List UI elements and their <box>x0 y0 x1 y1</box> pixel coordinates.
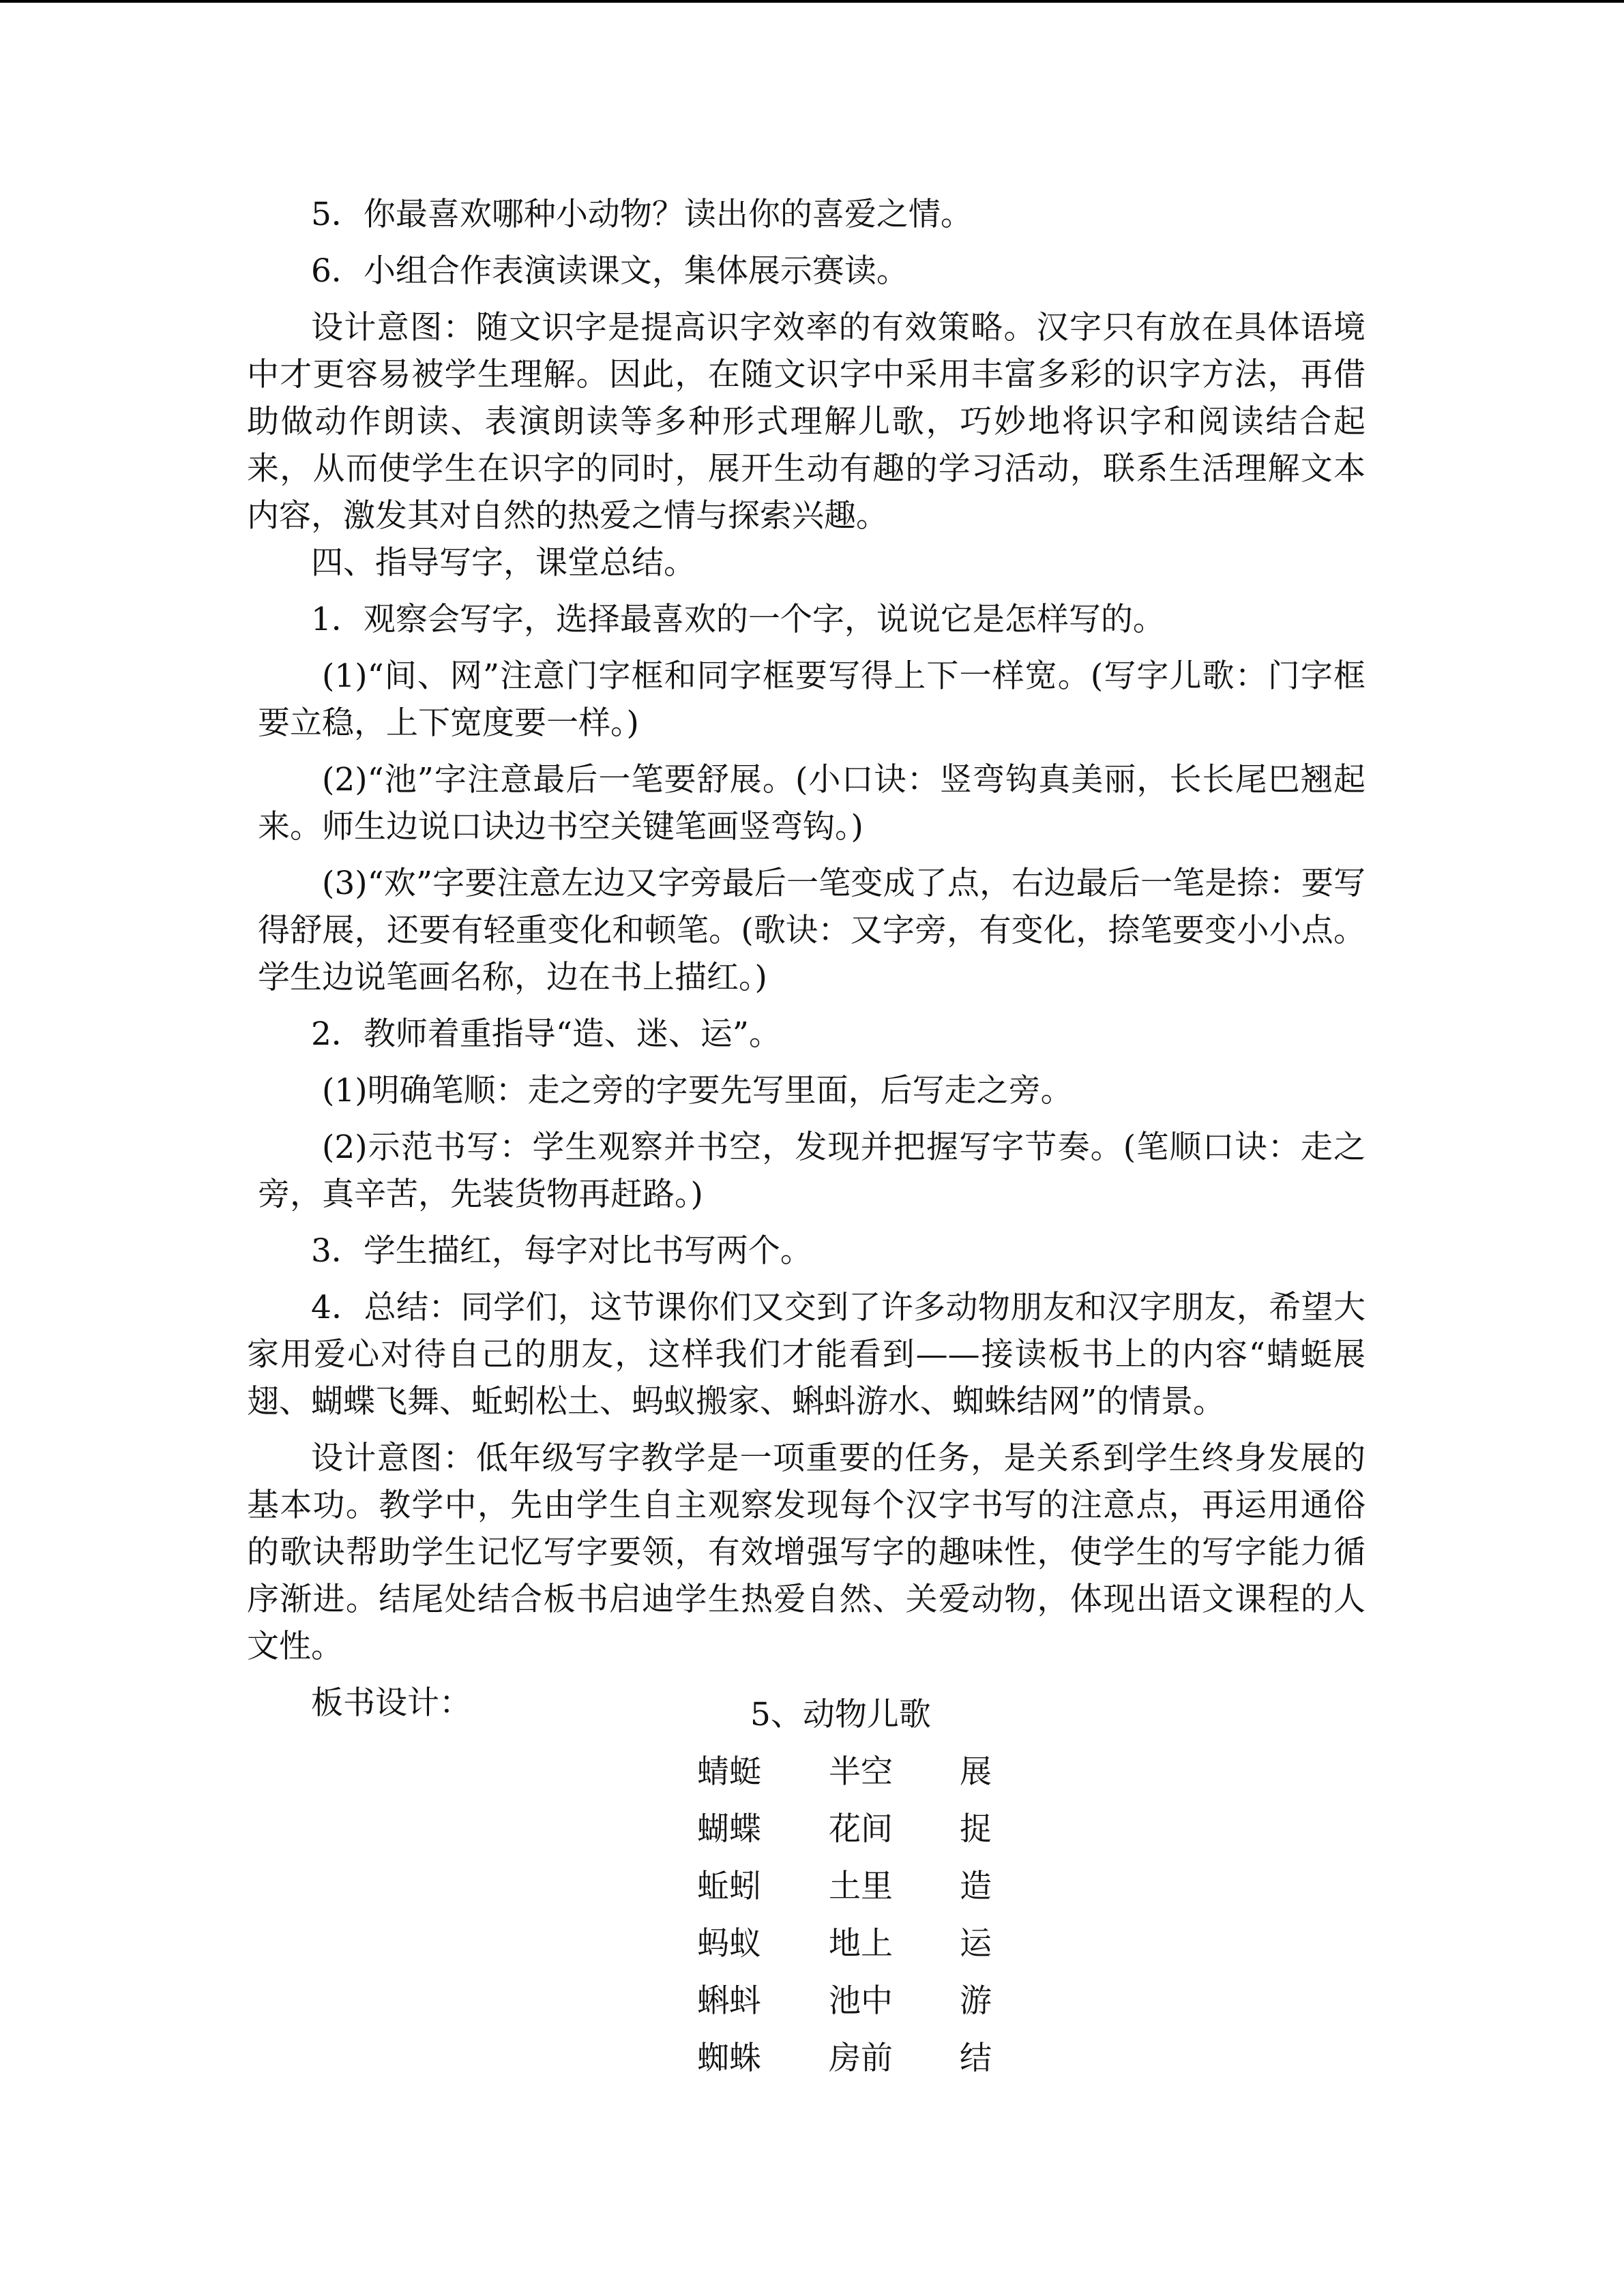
board-animal: 蝌蚪 <box>697 1982 761 2020</box>
board-action: 展 <box>960 1753 992 1791</box>
writing-step-3: 3．学生描红，每字对比书写两个。 <box>311 1232 812 1270</box>
writing-step-4-summary: 4．总结：同学们，这节课你们又交到了许多动物朋友和汉字朋友，希望大家用爱心对待自己的朋友，这样我们才能看到——接读板书上的内容“蜻蜓展翅、蝴蝶飞舞、蚯蚓松土、蚂蚁搬家、蝌蚪游水、蜘蛛结网”的情景。 <box>247 1289 1365 1420</box>
writing-substep-2-2: (2)示范书写：学生观察并书空，发现并把握写字节奏。(笔顺口诀：走之旁，真辛苦，先装货物再赶路。) <box>258 1129 1365 1213</box>
board-row <box>0 1863 1624 1910</box>
board-place: 池中 <box>829 1982 893 2020</box>
board-place: 土里 <box>829 1868 893 1905</box>
board-animal: 蜻蜓 <box>697 1753 761 1791</box>
step-6-text: 6．小组合作表演读课文，集体展示赛读。 <box>311 252 909 290</box>
page-top-border <box>0 0 1624 3</box>
writing-substep-2-1: (1)明确笔顺：走之旁的字要先写里面，后写走之旁。 <box>322 1072 1073 1109</box>
board-action: 结 <box>960 2040 992 2077</box>
board-action: 造 <box>960 1868 992 1905</box>
board-animal: 蚯蚓 <box>697 1868 761 1905</box>
board-row <box>0 2035 1624 2082</box>
board-action: 捉 <box>960 1810 992 1848</box>
board-row <box>0 1806 1624 1853</box>
board-animal: 蝴蝶 <box>697 1810 761 1848</box>
lesson-body <box>247 191 1365 1727</box>
board-action: 运 <box>960 1925 992 1963</box>
writing-substep-1-1: (1)“间、网”注意门字框和同字框要写得上下一样宽。(写字儿歌：门字框要立稳，上下宽度要一样。) <box>258 657 1365 742</box>
writing-step-1: 1．观察会写字，选择最喜欢的一个字，说说它是怎样写的。 <box>311 601 1165 638</box>
board-place: 半空 <box>829 1753 893 1791</box>
board-row <box>0 1978 1624 2025</box>
step-5-text: 5．你最喜欢哪种小动物？读出你的喜爱之情。 <box>311 196 973 233</box>
section-four-heading: 四、指导写字，课堂总结。 <box>311 544 696 582</box>
design-intent-paragraph-1: 设计意图：随文识字是提高识字效率的有效策略。汉字只有放在具体语境中才更容易被学生理解。因此，在随文识字中采用丰富多彩的识字方法，再借助做动作朗读、表演朗读等多种形式理解儿歌，巧妙地将识字和阅读结合起来，从而使学生在识字的同时，展开生动有趣的学习活动，联系生活理解文本内容，激发其对自然的热爱之情与探索兴趣。 <box>247 309 1365 535</box>
board-animal: 蚂蚁 <box>697 1925 761 1963</box>
board-animal: 蜘蛛 <box>697 2040 761 2077</box>
board-row <box>0 1748 1624 1795</box>
writing-substep-1-3: (3)“欢”字要注意左边又字旁最后一笔变成了点，右边最后一笔是捺：要写得舒展，还要有轻重变化和顿笔。(歌诀：又字旁，有变化，捺笔要变小小点。学生边说笔画名称，边在书上描红。) <box>258 865 1365 996</box>
board-action: 游 <box>960 1982 992 2020</box>
board-place: 房前 <box>829 2040 893 2077</box>
board-place: 地上 <box>829 1925 893 1963</box>
board-place: 花间 <box>829 1810 893 1848</box>
board-title: 5、动物儿歌 <box>750 1696 931 1733</box>
board-row <box>0 1920 1624 1967</box>
board-design-label: 板书设计： <box>311 1684 471 1722</box>
writing-step-2: 2．教师着重指导“造、迷、运”。 <box>311 1015 781 1053</box>
writing-substep-1-2: (2)“池”字注意最后一笔要舒展。(小口诀：竖弯钩真美丽，长长尾巴翘起来。师生边说口诀边书空关键笔画竖弯钩。) <box>258 761 1365 846</box>
design-intent-paragraph-2: 设计意图：低年级写字教学是一项重要的任务，是关系到学生终身发展的基本功。教学中，先由学生自主观察发现每个汉字书写的注意点，再运用通俗的歌诀帮助学生记忆写字要领，有效增强写字的趣味性，使学生的写字能力循序渐进。结尾处结合板书启迪学生热爱自然、关爱动物，体现出语文课程的人文性。 <box>247 1440 1365 1665</box>
